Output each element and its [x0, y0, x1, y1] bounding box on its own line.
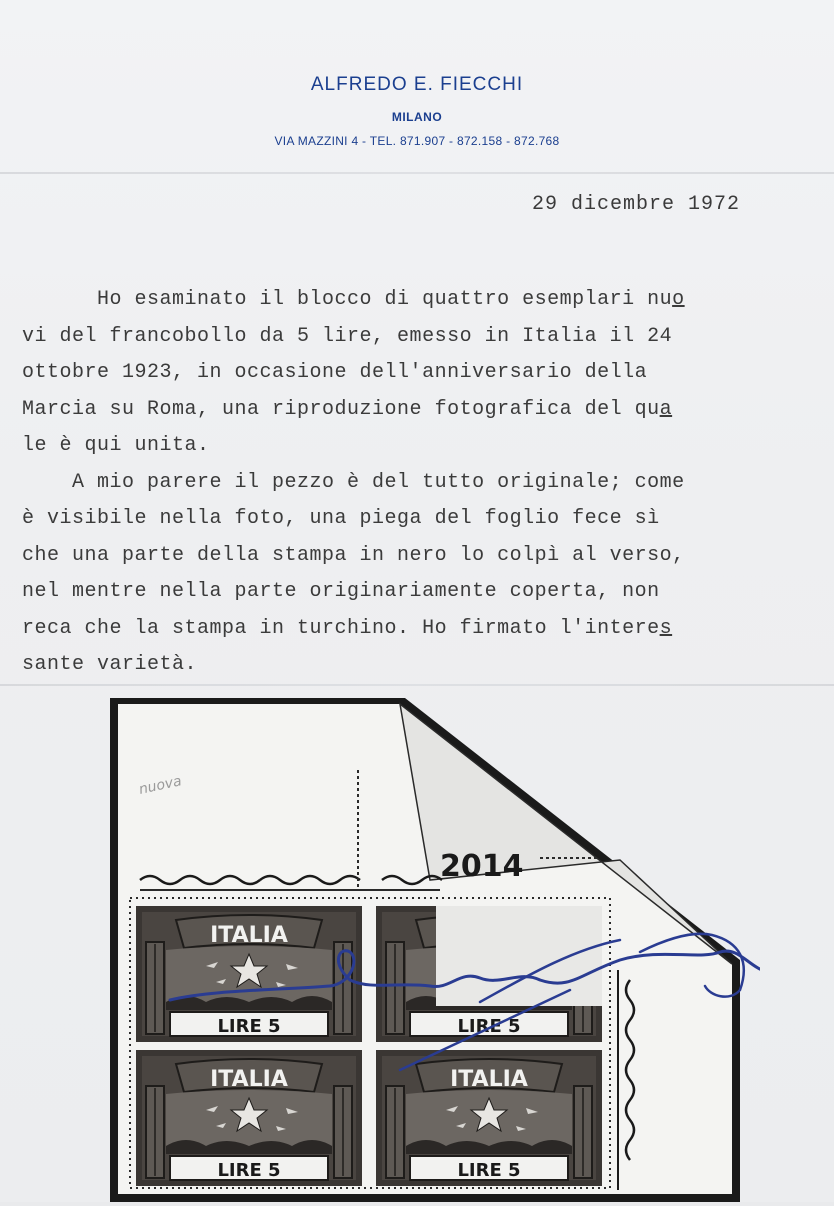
letter-line: è visibile nella foto, una piega del foglio fece sì [22, 507, 660, 530]
letter-line: Marcia su Roma, una riproduzione fotografica del qua [22, 397, 673, 421]
pencil-note: nuova [137, 773, 184, 798]
stamp-block-image [100, 690, 760, 1202]
stamp-bottom-left [136, 1050, 362, 1186]
letter-date: 29 dicembre 1972 [532, 193, 741, 216]
stamp-value: LIRE 5 [217, 1016, 281, 1037]
stamp-value: LIRE 5 [217, 1160, 281, 1181]
unprinted-area [436, 906, 602, 1006]
letter-line: sante varietà. [22, 653, 198, 676]
letterhead [0, 74, 834, 148]
letter-line: reca che la stampa in turchino. Ho firmato l'interes [22, 616, 673, 640]
stamp-value: LIRE 5 [457, 1160, 521, 1181]
paper-fold-line [0, 172, 834, 174]
sheet-number: 2014 [440, 849, 524, 884]
paper-fold-line [0, 684, 834, 686]
letter-line: che una parte della stampa in nero lo colpì al verso, [22, 543, 685, 567]
stamp-top-right-partial [376, 906, 602, 1042]
letter-line: vi del francobollo da 5 lire, emesso in Italia il 24 [22, 324, 673, 348]
letter-body [22, 282, 822, 684]
stamp-block-photo [100, 690, 760, 1202]
letter-line: ottobre 1923, in occasione dell'anniversario della [22, 361, 648, 384]
letter-line: Ho esaminato il blocco di quattro esemplari nuo [22, 288, 685, 311]
letterhead-address: VIA MAZZINI 4 - TEL. 871.907 - 872.158 - 872.768 [274, 134, 560, 148]
letterhead-city: MILANO [391, 110, 443, 124]
stamp-country: ITALIA [450, 1067, 528, 1092]
letter-line: A mio parere il pezzo è del tutto originale; come [22, 470, 685, 494]
letterhead-name: ALFREDO E. FIECCHI [310, 74, 524, 95]
stamp-top-left [136, 906, 362, 1042]
letter-line: le è qui unita. [22, 434, 210, 457]
stamp-bottom-right [376, 1050, 602, 1186]
stamp-country: ITALIA [210, 923, 288, 948]
letter-line: nel mentre nella parte originariamente coperta, non [22, 580, 660, 603]
stamp-value: LIRE 5 [457, 1016, 521, 1037]
stamp-country: ITALIA [210, 1067, 288, 1092]
